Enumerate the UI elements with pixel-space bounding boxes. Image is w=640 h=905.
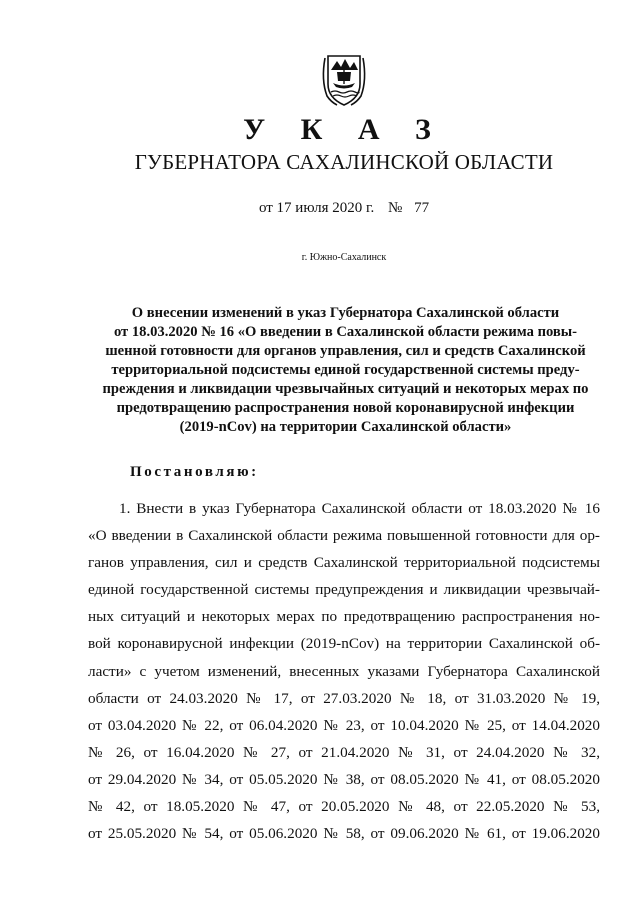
subject-line: (2019-nCov) на территории Сахалинской области» [179,419,512,435]
body-line: ласти» с учетом изменений, внесенных указами Губернатора Сахалинской [88,662,600,680]
body-line: вой коронавирусной инфекции (2019-nCov) на территории Сахалинской об- [88,635,600,653]
body-line: от 29.04.2020 № 34, от 05.05.2020 № 38, от 08.05.2020 № 41, от 08.05.2020 [88,770,600,788]
body-line: 1. Внести в указ Губернатора Сахалинской области от 18.03.2020 № 16 [119,500,600,517]
decree-number-label: № [388,200,403,216]
subject-line: преждения и ликвидации чрезвычайных ситуаций и некоторых мерах по [102,381,589,397]
subject-line: шенной готовности для органов управления, сил и средств Сахалинской [105,343,586,359]
decree-date-line [0,200,640,217]
body-line: от 25.05.2020 № 54, от 05.06.2020 № 58, от 09.06.2020 № 61, от 19.06.2020 [88,825,600,843]
body-line: ных ситуаций и некоторых мерах по предотвращению распространения но- [88,608,600,626]
decree-issuer: ГУБЕРНАТОРА САХАЛИНСКОЙ ОБЛАСТИ [134,150,554,174]
body-line: от 03.04.2020 № 22, от 06.04.2020 № 23, от 10.04.2020 № 25, от 14.04.2020 [88,716,600,734]
resolve-heading: Постановляю: [130,464,259,480]
body-line: ганов управления, сил и средств Сахалинской территориальной подсистемы [88,554,600,572]
decree-body [88,495,600,847]
subject-line: территориальной подсистемы единой государственной системы преду- [111,362,580,378]
decree-subject [88,304,603,437]
decree-date: от 17 июля 2020 г. [258,200,375,216]
body-line: «О введении в Сахалинской области режима повышенной готовности для ор- [88,527,600,545]
body-line: № 42, от 18.05.2020 № 47, от 20.05.2020 № 48, от 22.05.2020 № 53, [88,798,600,816]
decree-number: 77 [414,200,430,216]
coat-of-arms-icon [319,50,369,108]
decree-city: г. Южно-Сахалинск [301,252,387,263]
body-line: № 26, от 16.04.2020 № 27, от 21.04.2020 № 31, от 24.04.2020 № 32, [88,743,600,761]
subject-line: предотвращению распространения новой коронавирусной инфекции [116,400,575,416]
subject-line: О внесении изменений в указ Губернатора Сахалинской области [131,305,560,321]
body-line: единой государственной системы предупреждения и ликвидации чрезвычай- [88,581,600,599]
body-line: области от 24.03.2020 № 17, от 27.03.2020 № 18, от 31.03.2020 № 19, [88,689,600,707]
subject-line: от 18.03.2020 № 16 «О введении в Сахалинской области режима повы- [113,324,578,340]
decree-title: У К А З [243,113,445,146]
